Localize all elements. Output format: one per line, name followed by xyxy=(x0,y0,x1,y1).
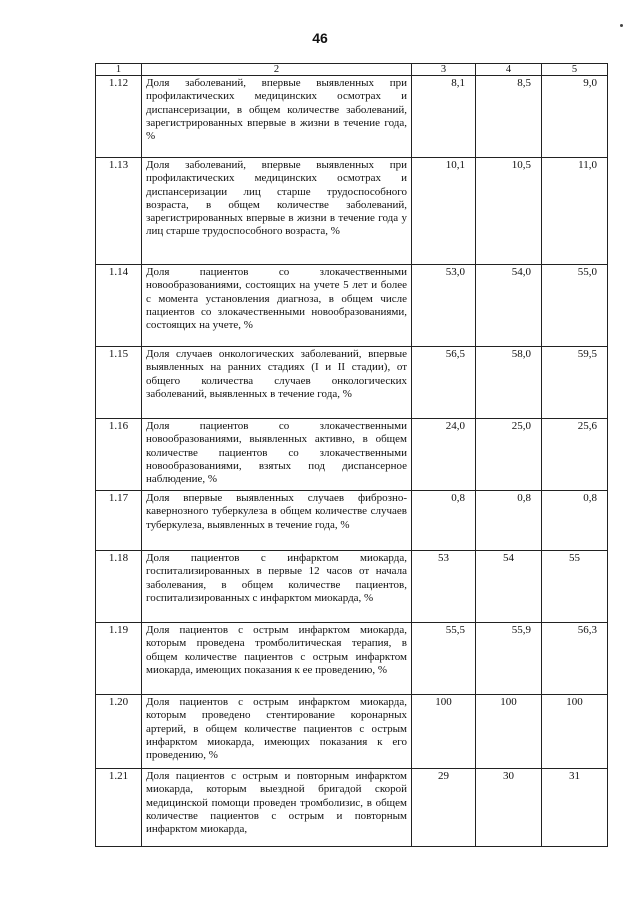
table-row xyxy=(96,695,608,769)
row-value-col3: 100 xyxy=(412,695,476,769)
row-description: Доля случаев онкологических заболеваний, впервые выявленных на ранних стадиях (I и II стадии), от общего количества случаев онкологических заболеваний, выявленных в течение года, % xyxy=(142,347,412,419)
row-value-col4: 54 xyxy=(476,551,542,623)
row-value-col5: 9,0 xyxy=(542,76,608,158)
page-number: 46 xyxy=(312,30,328,46)
row-value-col5: 25,6 xyxy=(542,419,608,491)
table-row xyxy=(96,769,608,847)
indicators-table xyxy=(95,63,608,847)
row-value-col5: 56,3 xyxy=(542,623,608,695)
row-value-col4: 25,0 xyxy=(476,419,542,491)
row-number: 1.14 xyxy=(96,265,142,347)
row-value-col4: 55,9 xyxy=(476,623,542,695)
row-number: 1.16 xyxy=(96,419,142,491)
row-value-col5: 55,0 xyxy=(542,265,608,347)
row-value-col4: 54,0 xyxy=(476,265,542,347)
row-value-col5: 100 xyxy=(542,695,608,769)
row-value-col3: 56,5 xyxy=(412,347,476,419)
header-col-1: 1 xyxy=(96,64,142,76)
row-value-col3: 8,1 xyxy=(412,76,476,158)
row-value-col3: 53,0 xyxy=(412,265,476,347)
header-col-2: 2 xyxy=(142,64,412,76)
row-number: 1.18 xyxy=(96,551,142,623)
row-number: 1.15 xyxy=(96,347,142,419)
row-number: 1.13 xyxy=(96,158,142,265)
row-value-col3: 29 xyxy=(412,769,476,847)
row-value-col4: 10,5 xyxy=(476,158,542,265)
row-value-col3: 55,5 xyxy=(412,623,476,695)
header-col-4: 4 xyxy=(476,64,542,76)
table-row xyxy=(96,419,608,491)
row-number: 1.17 xyxy=(96,491,142,551)
row-value-col5: 59,5 xyxy=(542,347,608,419)
table-row xyxy=(96,158,608,265)
table-row xyxy=(96,265,608,347)
row-value-col3: 0,8 xyxy=(412,491,476,551)
row-description: Доля заболеваний, впервые выявленных при профилактических медицинских осмотрах и диспансеризации, в общем количестве заболеваний, зарегистрированных впервые в жизни в течение года, % xyxy=(142,76,412,158)
scan-speck xyxy=(620,24,623,27)
header-col-3: 3 xyxy=(412,64,476,76)
row-value-col5: 11,0 xyxy=(542,158,608,265)
row-description: Доля пациентов со злокачественными новообразованиями, состоящих на учете 5 лет и более с момента установления диагноза, в общем числе пациентов со злокачественными новообразованиями, состоящих на учете, % xyxy=(142,265,412,347)
row-value-col3: 24,0 xyxy=(412,419,476,491)
table-row xyxy=(96,623,608,695)
row-number: 1.12 xyxy=(96,76,142,158)
row-number: 1.20 xyxy=(96,695,142,769)
row-value-col5: 55 xyxy=(542,551,608,623)
row-value-col3: 10,1 xyxy=(412,158,476,265)
table-row xyxy=(96,76,608,158)
row-value-col4: 58,0 xyxy=(476,347,542,419)
row-number: 1.19 xyxy=(96,623,142,695)
row-value-col5: 31 xyxy=(542,769,608,847)
table-header-row xyxy=(96,64,608,76)
row-value-col3: 53 xyxy=(412,551,476,623)
header-col-5: 5 xyxy=(542,64,608,76)
row-description: Доля впервые выявленных случаев фиброзно-кавернозного туберкулеза в общем количестве случаев туберкулеза, выявленных в течение года, % xyxy=(142,491,412,551)
row-value-col4: 8,5 xyxy=(476,76,542,158)
row-description: Доля пациентов с острым инфарктом миокарда, которым проведена тромболитическая терапия, в общем количестве пациентов с острым инфарктом миокарда, имеющих показания к ее проведению, % xyxy=(142,623,412,695)
table-row xyxy=(96,347,608,419)
row-value-col4: 30 xyxy=(476,769,542,847)
row-value-col4: 100 xyxy=(476,695,542,769)
row-description: Доля пациентов со злокачественными новообразованиями, выявленных активно, в общем количестве пациентов со злокачественными новообразованиями, взятых под диспансерное наблюдение, % xyxy=(142,419,412,491)
table-row xyxy=(96,491,608,551)
row-number: 1.21 xyxy=(96,769,142,847)
table-row xyxy=(96,551,608,623)
row-description: Доля пациентов с острым инфарктом миокарда, которым проведено стентирование коронарных артерий, в общем количестве пациентов с острым инфарктом миокарда, имеющих показания к его проведению, % xyxy=(142,695,412,769)
row-value-col5: 0,8 xyxy=(542,491,608,551)
row-description: Доля заболеваний, впервые выявленных при профилактических медицинских осмотрах и диспансеризации лиц старше трудоспособного возраста, в общем количестве заболеваний, зарегистрированных впервые в жизни в течение года у лиц старше трудоспособного возраста, % xyxy=(142,158,412,265)
row-description: Доля пациентов с острым и повторным инфарктом миокарда, которым выездной бригадой скорой медицинской помощи проведен тромболизис, в общем количестве пациентов с острым и повторным инфарктом миокарда, xyxy=(142,769,412,847)
row-value-col4: 0,8 xyxy=(476,491,542,551)
row-description: Доля пациентов с инфарктом миокарда, госпитализированных в первые 12 часов от начала заболевания, в общем количестве пациентов, госпитализированных с инфарктом миокарда, % xyxy=(142,551,412,623)
